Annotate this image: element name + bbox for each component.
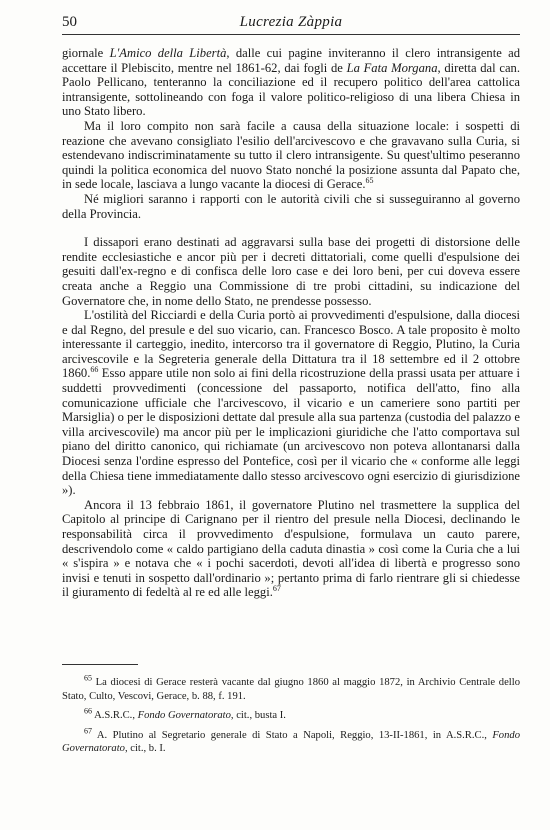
footnote-ref: 67 [84, 725, 92, 735]
footnote-divider [62, 664, 138, 665]
paragraph-3 [62, 192, 520, 221]
footnote-ref: 66 [84, 706, 92, 716]
text-run: giornale [62, 46, 110, 60]
italic-title: La Fata Morgana [346, 60, 438, 75]
paragraph-2 [62, 119, 520, 192]
text-run: , dalle cui pagine inviteranno il clero intransigente ad accettare il Plebiscito, mentre nel 1861-62, dai fogli de [62, 46, 520, 75]
running-head: Lucrezia Zàppia [239, 14, 343, 30]
footnote-ref: 65 [84, 673, 92, 683]
footnote-ref: 67 [272, 584, 281, 594]
text-run: Ancora il 13 febbraio 1861, il governatore Plutino nel trasmettere la supplica del Capitolo al principe di Carignano per il rientro del presule nella Diocesi, declinando le responsabilità circa il provvedimento d'espulsione, formulava un cauto parere, descrivendolo come « caldo partigiano della caduta dinastia » così come la Curia che a lui « s'ispira » e notava che « i pochi sacerdoti, devoti all'idea di libertà e progresso sono invisi e tenuti in sospetto dall'ordinario »; pertanto prima di farlo rientrare gli si chiedesse il giuramento di fedeltà al re ed alle leggi. [62, 497, 520, 600]
text-run: , cit., b. I. [124, 743, 166, 754]
paragraph-4 [62, 235, 520, 308]
italic-title: L'Amico della Libertà [109, 46, 227, 60]
page-number: 50 [62, 14, 77, 30]
footnote-ref: 65 [365, 176, 374, 186]
text-run: La diocesi di Gerace resterà vacante dal giugno 1860 al maggio 1872, in Archivio Centrale dello Stato, Culto, Vescovi, Gerace, b. 88, f. 191. [62, 677, 520, 702]
page-header [62, 12, 520, 35]
footnotes [62, 673, 520, 762]
text-run: A.S.R.C., [92, 710, 138, 721]
paragraph-6 [62, 498, 520, 600]
text-run: Ma il loro compito non sarà facile a causa della situazione locale: i sospetti di reazione che avevano consigliato l'esilio dell'arcivescovo e che gravavano sulla Curia, si estendevano indiscriminatamente su tutto il clero intransigente. Su quest'ultimo peseranno quindi la politica economica del nuovo Stato nonché la posizione assunta dal Papato che, in sede locale, lasciava a lungo vacante la diocesi di Gerace. [62, 118, 520, 192]
text-run: Né migliori saranno i rapporti con le autorità civili che si susseguiranno al governo della Provincia. [62, 191, 520, 221]
italic-title: Fondo Governatorato [62, 729, 520, 754]
footnote-66 [62, 706, 520, 723]
footnote-67 [62, 725, 520, 756]
body-text [62, 46, 520, 600]
footnote-65 [62, 673, 520, 703]
text-run: Esso appare utile non solo ai fini della ricostruzione della prassi usata per attuare i suddetti provvedimenti (concessione del passaporto, notifica dell'atto, fino alla comunicazione ufficiale che l'arcivescovo, il vicario e un cameriere sono partiti per Marsiglia) o per le disposizioni dettate dal presule alla sua partenza (custodia del palazzo e villa arcivescovile) ma ancor più per le implicazioni giuridiche che l'atto comportava sul piano del diritto canonico, qui richiamate (un arcivescovo non poteva allontanarsi dalla Diocesi senza l'ordine espresso del Pontefice, così per il vicario che « conforme alle leggi della Chiesa tiene immediatamente dallo stesso arcivescovo ogni esercizio di giurisdizione »). [62, 366, 520, 498]
paragraph-1 [62, 46, 520, 119]
text-run: , diretta dal can. Paolo Pellicano, tenteranno la conciliazione ed il recupero politico dell'area cattolica intransigente, sottolineando con foga il valore politico-religioso di una libera Chiesa in uno Stato libero. [62, 60, 520, 119]
text-run: A. Plutino al Segretario generale di Stato a Napoli, Reggio, 13-II-1861, in A.S.R.C., [92, 729, 493, 741]
italic-title: Fondo Governatorato [137, 710, 231, 721]
paragraph-5 [62, 308, 520, 498]
text-run: , cit., busta I. [230, 710, 286, 721]
text-run: L'ostilità del Ricciardi e della Curia portò ai provvedimenti d'espulsione, dalla diocesi e dal Regno, del presule e del suo vicario, can. Francesco Bosco. A tale proposito è molto interessante il carteggio, inedito, intercorso tra il governatore di Reggio, Plutino, la Curia arcivescovile e la Segreteria generale della Dittatura tra il 18 settembre ed il 2 ottobre 1860. [62, 308, 520, 381]
footnote-ref: 66 [90, 365, 99, 375]
text-run: I dissapori erano destinati ad aggravarsi sulla base dei progetti di distorsione delle rendite ecclesiastiche e ancor più per i decreti dittatoriali, come quelli d'espulsione dei gesuiti dall'ex-regno e di confisca delle loro case e dei loro beni, per cui doveva essere creata anche a Reggio una Commissione di tre probi cittadini, su indicazione del Governatore che, in nome dello Stato, ne prendesse possesso. [62, 235, 520, 308]
